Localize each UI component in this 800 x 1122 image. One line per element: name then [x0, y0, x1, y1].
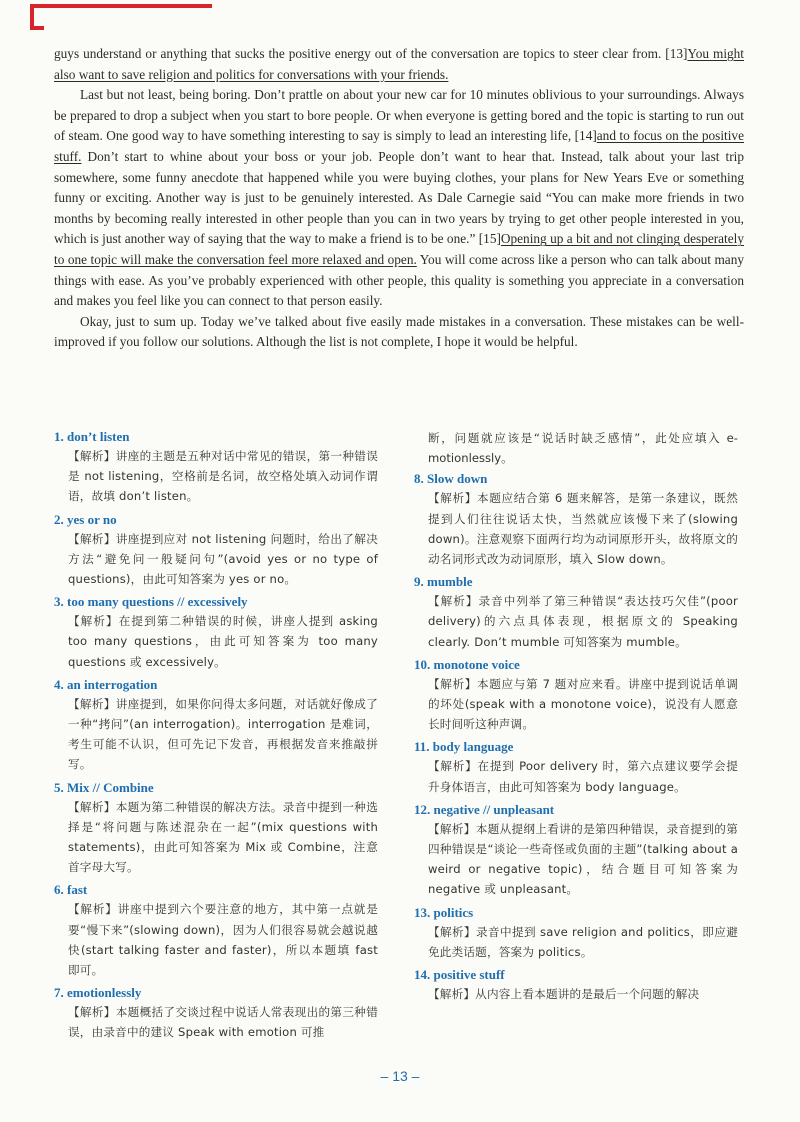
answer-item-9 [414, 573, 738, 652]
answer-item-7 [54, 984, 378, 1042]
answer-explanation-continued: 断，问题就应该是“说话时缺乏感情”，此处应填入 e-motionlessly。 [428, 431, 738, 466]
answer-item-12 [414, 801, 738, 900]
paragraph-1: guys understand or anything that sucks the positive energy out of the conversation are topics to steer clear from. [13]You might also want to save religion and politics for conversations with your friends. [54, 46, 745, 82]
answer-explanation: 【解析】本题应结合第 6 题来解答，是第一条建议，既然提到人们往往说话太快，当然就应该慢下来了(slowing down)。注意观察下面两行均为动词原形开头，故将原文的动名词形式改为动词原形，填入 Slow down。 [428, 491, 738, 567]
answer-label: 11. body language [414, 739, 514, 755]
answer-explanation: 【解析】在提到 Poor delivery 时，第六点建议要学会提升身体语言，由此可知答案为 body language。 [428, 759, 738, 794]
answer-explanation: 【解析】本题为第二种错误的解决方法。录音中提到一种选择是“将问题与陈述混杂在一起”(mix questions with statements)，由此可知答案为 Mix 或 Combine，注意首字母大写。 [68, 799, 378, 875]
answer-item-3 [54, 593, 378, 672]
answer-item-10 [414, 656, 738, 735]
answer-item-4 [54, 676, 378, 775]
answer-label: 9. mumble [414, 574, 473, 590]
answer-explanation: 【解析】本题应与第 7 题对应来看。讲座中提到说话单调的坏处(speak with a monotone voice)，说没有人愿意长时间听这种声调。 [428, 676, 738, 732]
answer-explanation: 【解析】讲座提到，如果你问得太多问题，对话就好像成了一种“拷问”(an interrogation)。interrogation 是难词，考生可能不认识，但可先记下发音，再根据发音来推敲拼写。 [68, 696, 378, 772]
answer-explanation: 【解析】录音中提到 save religion and politics，即应避免此类话题，答案为 politics。 [428, 924, 738, 959]
answer-column-left [54, 428, 378, 1047]
answer-label: 4. an interrogation [54, 676, 158, 692]
answer-label: 12. negative // unpleasant [414, 801, 555, 817]
answer-label: 3. too many questions // excessively [54, 594, 248, 610]
answer-item-11 [414, 738, 738, 796]
answer-item-8 [414, 470, 738, 569]
corner-crop-mark [30, 4, 212, 32]
answer-label: 2. yes or no [54, 511, 117, 527]
answer-label: 7. emotionlessly [54, 985, 142, 1001]
answer-item-14 [414, 966, 738, 1004]
underlined-answer-15: Opening up a bit and not clinging desperately to one topic will make the conversation feel more relaxed and open. [54, 231, 744, 267]
answer-explanation: 【解析】在提到第二种错误的时候，讲座人提到 asking too many questions，由此可知答案为 too many questions 或 excessively。 [68, 614, 378, 669]
underlined-answer-14: and to focus on the positive stuff. [54, 128, 744, 164]
answer-item-5 [54, 779, 378, 878]
answer-label: 6. fast [54, 882, 88, 898]
answer-column-right [414, 428, 738, 1008]
answer-label: 8. Slow down [414, 471, 488, 487]
answer-explanation: 【解析】讲座中提到六个要注意的地方，其中第一点就是要“慢下来”(slowing down)，因为人们很容易就会越说越快(start talking faster and faster)，所以本题填 fast 即可。 [68, 902, 378, 978]
answer-label: 13. politics [414, 904, 474, 920]
answer-label: 5. Mix // Combine [54, 779, 154, 795]
answer-explanation: 【解析】讲座的主题是五种对话中常见的错误，第一种错误是 not listening，空格前是名词，故空格处填入动词作谓语，故填 don’t listen。 [68, 449, 378, 504]
answer-item-1 [54, 428, 378, 507]
answer-label: 10. monotone voice [414, 656, 520, 672]
underlined-answer-13: You might also want to save religion and politics for conversations with your friends. [54, 46, 745, 82]
answer-explanation: 【解析】讲座提到应对 not listening 问题时，给出了解决方法“避免问一般疑问句”(avoid yes or no type of questions)，由此可知答案为 yes or no。 [68, 531, 378, 587]
answer-explanation: 【解析】本题概括了交谈过程中说话人常表现出的第三种错误，由录音中的建议 Speak with emotion 可推 [68, 1005, 378, 1040]
answer-item-6 [54, 881, 378, 980]
answer-label: 14. positive stuff [414, 967, 505, 983]
paragraph-2: Last but not least, being boring. Don’t prattle on about your new car for 10 minutes oblivious to your surroundings. Always be prepared to drop a subject when you start to bore people. Or when everyone is getting bored and the topic is starting to run out of steam. One good way to have something interesting to say is simply to lead an interesting life, [14]and to focus on the positive stuff. Don’t start to whine about your boss or your job. People don’t want to hear that. Instead, talk about your last trip somewhere, some funny anecdote that happened while you were buying clothes, your plans for New Years Eve or something funny or exciting. Another way is just to be genuinely interested. As Dale Carnegie said “You can make more friends in two months by becoming really interested in other people than you can in two years by trying to get other people interested in you, which is just another way of saying that the way to make a friend is to be one.” [15]Opening up a bit and not clinging desperately to one topic will make the conversation feel more relaxed and open. You will come across like a person who can talk about many things with ease. As you’ve probably experienced with other people, this quality is something you appreciate in a conversation and makes you feel like you can connect to that person easily. [54, 87, 744, 309]
page-number: – 13 – [380, 1068, 420, 1084]
answer-label: 1. don’t listen [54, 429, 130, 444]
paragraph-3: Okay, just to sum up. Today we’ve talked about five easily made mistakes in a conversation. These mistakes can be well-improved if you follow our solutions. Although the list is not complete, I hope it would be helpful. [54, 313, 744, 350]
transcript-passage [54, 44, 744, 353]
answer-explanation: 【解析】从内容上看本题讲的是最后一个问题的解决 [428, 987, 700, 1002]
answer-item-2 [54, 511, 378, 590]
answer-item-13 [414, 904, 738, 962]
answer-explanation: 【解析】录音中列举了第三种错误“表达技巧欠佳”(poor delivery)的六点具体表现，根据原文的 Speaking clearly. Don’t mumble 可知答案为 mumble。 [428, 594, 738, 649]
answer-explanation: 【解析】本题从提纲上看讲的是第四种错误，录音提到的第四种错误是“谈论一些奇怪或负面的主题”(talking about a weird or negative topic)，结合题目可知答案为 negative 或 unpleasant。 [428, 821, 738, 897]
